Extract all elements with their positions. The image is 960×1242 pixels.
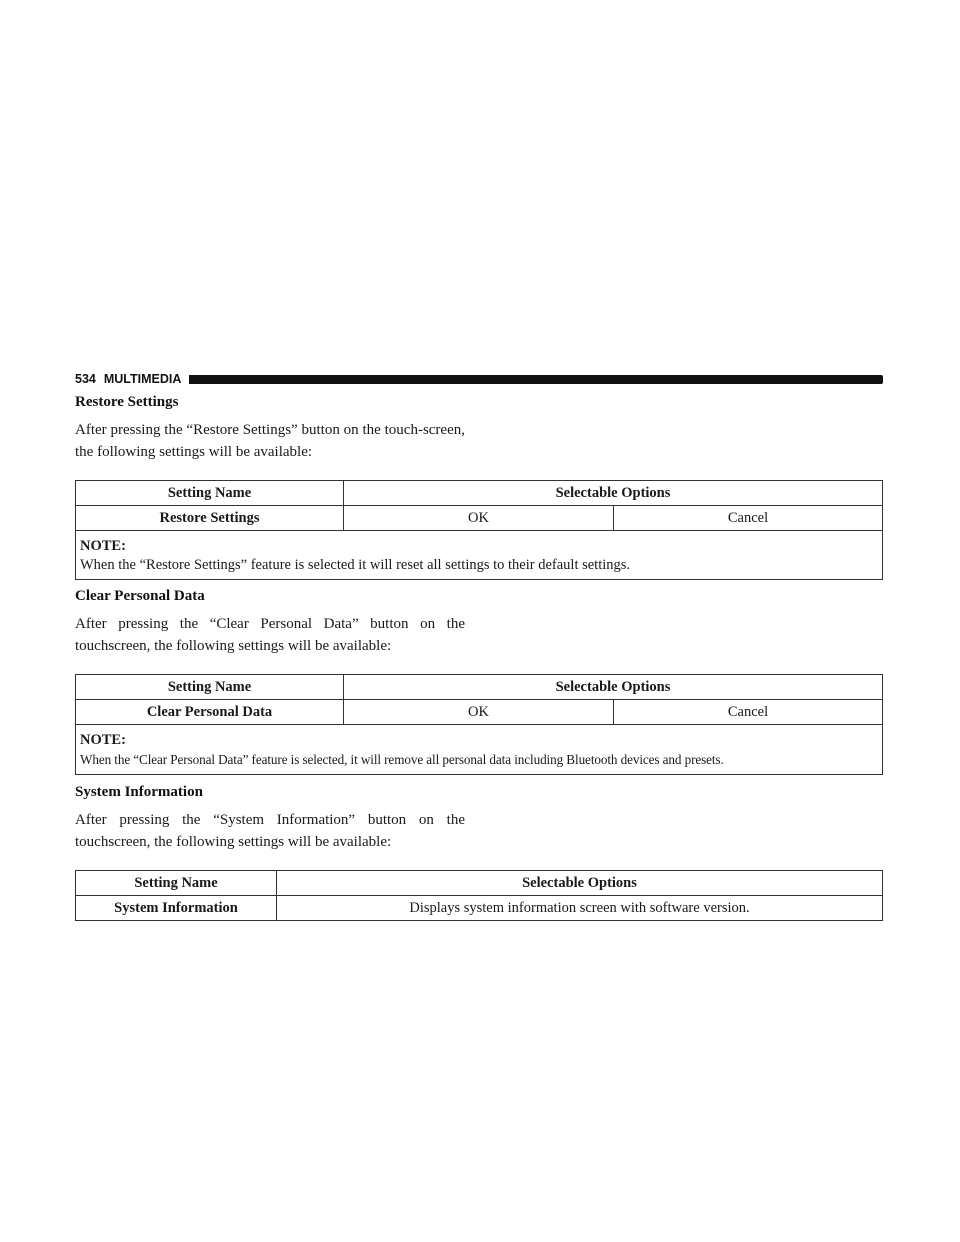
- system-information-section: [75, 782, 883, 921]
- system-information-intro: After pressing the “System Information” button on the touchscreen, the following settings will be available:: [75, 812, 465, 850]
- note-text: When the “Restore Settings” feature is selected it will reset all settings to their default settings.: [80, 557, 631, 573]
- system-information-table: [75, 870, 883, 921]
- clear-personal-data-intro: After pressing the “Clear Personal Data” button on the touchscreen, the following settings will be available:: [75, 616, 465, 654]
- clear-personal-data-heading: Clear Personal Data: [75, 588, 205, 604]
- page-content: [75, 392, 883, 921]
- column-selectable-options: Selectable Options: [344, 675, 883, 700]
- table-header-row: [76, 675, 883, 700]
- table-note-row: [76, 531, 883, 580]
- restore-settings-table: [75, 480, 883, 580]
- system-information-heading: System Information: [75, 784, 203, 800]
- clear-personal-data-section: [75, 586, 883, 775]
- table-row: [76, 700, 883, 725]
- note-cell: [76, 725, 883, 775]
- section-label: MULTIMEDIA: [103, 372, 182, 386]
- setting-name-cell: System Information: [76, 896, 277, 921]
- note-text: When the “Clear Personal Data” feature is selected, it will remove all personal data including Bluetooth devices and presets.: [80, 752, 724, 767]
- table-row: [76, 506, 883, 531]
- option-cancel-cell: Cancel: [614, 506, 883, 531]
- page-header: [75, 370, 883, 388]
- setting-name-cell: Restore Settings: [76, 506, 344, 531]
- option-ok-cell: OK: [344, 506, 614, 531]
- column-setting-name: Setting Name: [76, 481, 344, 506]
- page-number: 534: [75, 372, 96, 386]
- table-header-row: [76, 871, 883, 896]
- column-setting-name: Setting Name: [76, 675, 344, 700]
- column-selectable-options: Selectable Options: [344, 481, 883, 506]
- option-description-cell: Displays system information screen with software version.: [277, 896, 883, 921]
- column-setting-name: Setting Name: [76, 871, 277, 896]
- header-rule: [189, 375, 883, 384]
- restore-settings-section: [75, 392, 883, 580]
- table-header-row: [76, 481, 883, 506]
- note-cell: [76, 531, 883, 580]
- restore-settings-heading: Restore Settings: [75, 394, 179, 410]
- table-row: [76, 896, 883, 921]
- column-selectable-options: Selectable Options: [277, 871, 883, 896]
- table-note-row: [76, 725, 883, 775]
- option-ok-cell: OK: [344, 700, 614, 725]
- clear-personal-data-table: [75, 674, 883, 775]
- note-label: NOTE:: [80, 732, 126, 748]
- setting-name-cell: Clear Personal Data: [76, 700, 344, 725]
- option-cancel-cell: Cancel: [614, 700, 883, 725]
- restore-settings-intro: After pressing the “Restore Settings” button on the touch-screen, the following settings will be available:: [75, 422, 465, 460]
- note-label: NOTE:: [80, 538, 126, 554]
